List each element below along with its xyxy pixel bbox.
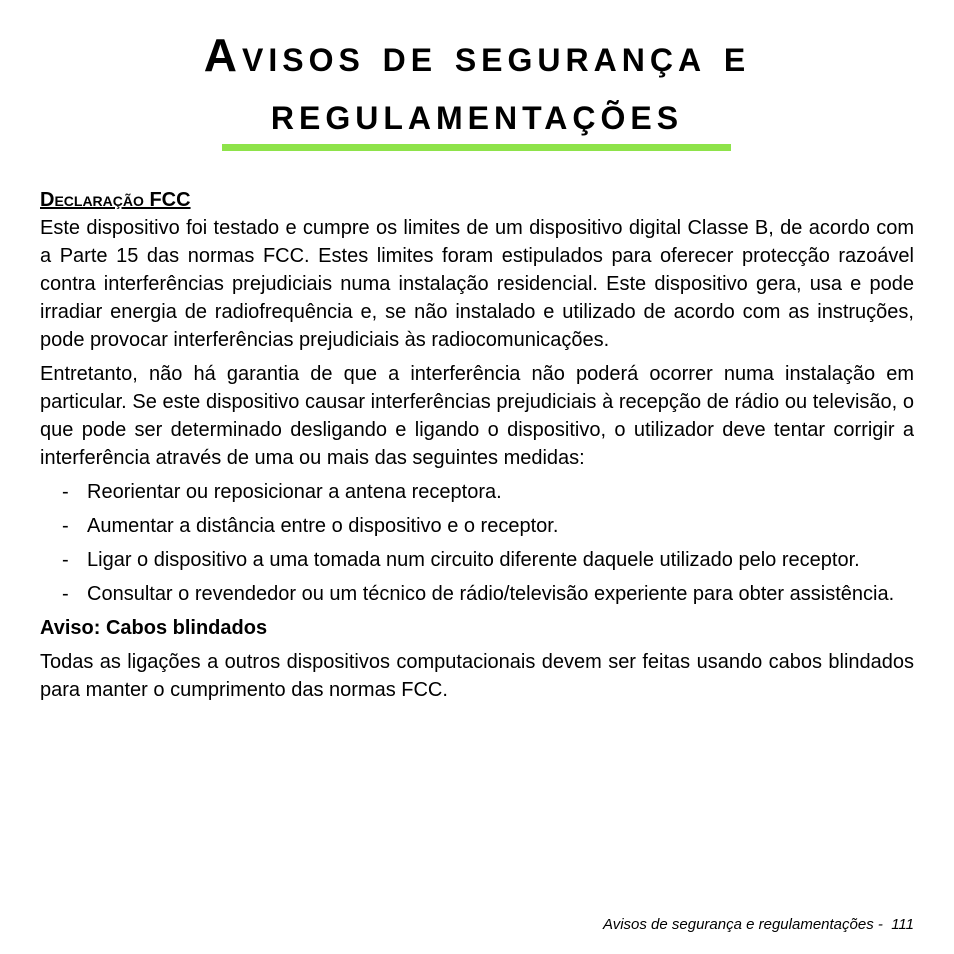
notice-paragraph: Todas as ligações a outros dispositivos computacionais devem ser feitas usando cabos blindados para manter o cumprimento das normas FCC. <box>40 651 914 701</box>
notice-heading: Aviso: Cabos blindados <box>40 617 268 639</box>
list-item-text: Consultar o revendedor ou um técnico de rádio/televisão experiente para obter assistência. <box>87 583 895 605</box>
dash-bullet: - <box>62 549 69 571</box>
page-title <box>0 26 954 142</box>
list-item <box>40 512 914 540</box>
list-item <box>40 580 914 608</box>
list-item <box>40 478 914 506</box>
page-footer: Avisos de segurança e regulamentações - 111 <box>602 916 914 933</box>
page-title-line1: Avisos de segurança e <box>203 29 751 81</box>
main-content <box>40 186 914 710</box>
list-item <box>40 546 914 574</box>
paragraph-interference: Entretanto, não há garantia de que a interferência não poderá ocorrer numa instalação em particular. Se este dispositivo causar interferências prejudiciais à recepção de rádio ou televisão, o que pode ser determinado desligando e ligando o dispositivo, o utilizador deve tentar corrigir a interferência através de uma ou mais das seguintes medidas: <box>40 363 914 469</box>
section-heading-fcc: Declaração FCC <box>40 189 191 211</box>
dash-bullet: - <box>62 481 69 503</box>
list-item-text: Ligar o dispositivo a uma tomada num circuito diferente daquele utilizado pelo receptor. <box>87 549 860 571</box>
dash-bullet: - <box>62 515 69 537</box>
dash-bullet: - <box>62 583 69 605</box>
measures-list <box>40 478 914 608</box>
list-item-text: Aumentar a distância entre o dispositivo e o receptor. <box>87 515 559 537</box>
paragraph-fcc-compliance: Este dispositivo foi testado e cumpre os limites de um dispositivo digital Classe B, de acordo com a Parte 15 das normas FCC. Estes limites foram estipulados para oferecer protecção razoável contra interferências prejudiciais numa instalação residencial. Este dispositivo gera, usa e pode irradiar energia de radiofrequência e, se não instalado e utilizado de acordo com as instruções, pode provocar interferências prejudiciais às radiocomunicações. <box>40 217 914 351</box>
title-underline-rule <box>222 144 731 151</box>
page-title-line2: regulamentações <box>270 87 684 139</box>
list-item-text: Reorientar ou reposicionar a antena receptora. <box>87 481 502 503</box>
